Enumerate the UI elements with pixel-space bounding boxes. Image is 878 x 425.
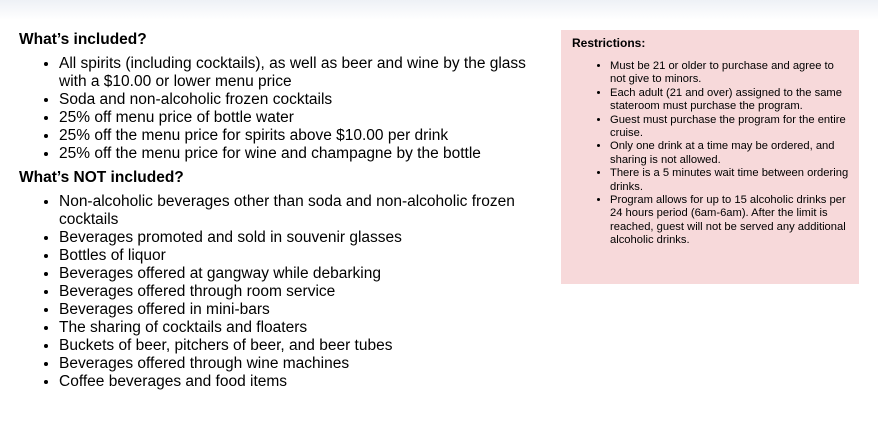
included-list — [19, 55, 554, 163]
included-heading: What’s included? — [19, 31, 147, 48]
restriction-item: • Program allows for up to 15 alcoholic drinks per 24 hours period (6am-6am). After the limit is reached, guest will not be served any additional alcoholic drinks. — [610, 194, 849, 248]
not-included-list — [19, 193, 554, 391]
not-included-heading: What’s NOT included? — [19, 169, 184, 186]
restriction-item: • Only one drink at a time may be ordered, and sharing is not allowed. — [610, 140, 849, 167]
list-item: • 25% off menu price of bottle water — [59, 109, 554, 127]
list-item: • The sharing of cocktails and floaters — [59, 319, 554, 337]
list-item: • Beverages offered through room service — [59, 283, 554, 301]
list-item: • Beverages offered through wine machines — [59, 355, 554, 373]
list-item: • Non-alcoholic beverages other than soda and non-alcoholic frozen cocktails — [59, 193, 554, 229]
restrictions-title: Restrictions: — [572, 36, 646, 50]
top-gradient-band — [0, 0, 878, 20]
restriction-item: • Must be 21 or older to purchase and agree to not give to minors. — [610, 60, 849, 87]
list-item: • Buckets of beer, pitchers of beer, and beer tubes — [59, 337, 554, 355]
list-item: • All spirits (including cocktails), as well as beer and wine by the glass with a $10.00 or lower menu price — [59, 55, 554, 91]
restriction-item: • Each adult (21 and over) assigned to the same stateroom must purchase the program. — [610, 87, 849, 114]
restrictions-list — [572, 60, 849, 248]
list-item: • Beverages offered at gangway while debarking — [59, 265, 554, 283]
restriction-item: • There is a 5 minutes wait time between ordering drinks. — [610, 167, 849, 194]
restrictions-box — [561, 30, 859, 284]
main-content — [19, 30, 554, 396]
restriction-item: • Guest must purchase the program for the entire cruise. — [610, 114, 849, 141]
list-item: • 25% off the menu price for wine and champagne by the bottle — [59, 145, 554, 163]
list-item: • Soda and non-alcoholic frozen cocktails — [59, 91, 554, 109]
list-item: • Coffee beverages and food items — [59, 373, 554, 391]
list-item: • 25% off the menu price for spirits above $10.00 per drink — [59, 127, 554, 145]
list-item: • Beverages promoted and sold in souvenir glasses — [59, 229, 554, 247]
list-item: • Bottles of liquor — [59, 247, 554, 265]
list-item: • Beverages offered in mini-bars — [59, 301, 554, 319]
